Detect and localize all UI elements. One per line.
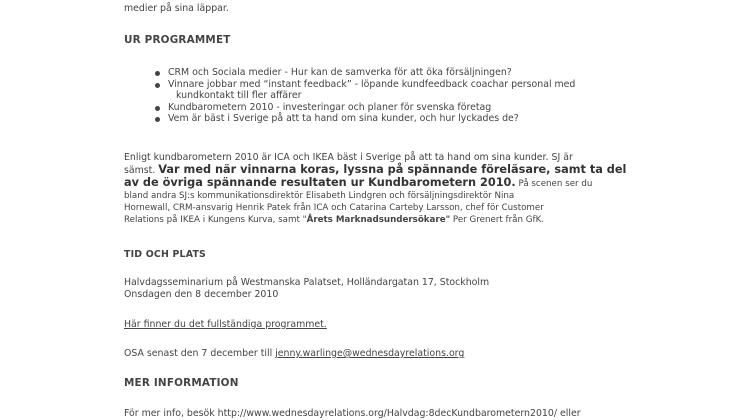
body-line: bland andra SJ:s kommunikationsdirektör Elisabeth Lindgren och försäljningsdirektör Nina (124, 191, 515, 201)
list-item-continuation: kundkontakt till fler affärer (176, 90, 302, 101)
date-text: Onsdagen den 8 december 2010 (124, 289, 279, 300)
body-line (124, 177, 626, 190)
list-item-text: Vem är bäst i Sverige på att ta hand om sina kunder, och hur lyckades de? (168, 113, 519, 124)
body-line: Enligt kundbarometern 2010 är ICA och IKEA bäst i Sverige på att ta hand om sina kunder. SJ är (124, 152, 573, 163)
award-title: Årets Marknadsundersökare" (306, 215, 451, 225)
body-text: På scenen ser du (515, 179, 593, 189)
venue-text: Halvdagsseminarium på Westmanska Palatset, Holländargatan 17, Stockholm (124, 277, 490, 288)
program-list (124, 67, 724, 125)
bullet-icon (155, 106, 160, 111)
body-text: Relations på IKEA i Kungens Kurva, samt " (124, 215, 307, 225)
body-paragraph (124, 152, 626, 226)
body-line: Hornewall, CRM-ansvarig Henrik Patek från ICA och Catarina Carteby Larsson, chef för Customer (124, 203, 544, 213)
program-heading: UR PROGRAMMET (124, 34, 231, 46)
list-item-text: Vinnare jobbar med “instant feedback” - löpande kundfeedback coachar personal med (168, 78, 576, 90)
top-fragment: medier på sina läppar. (124, 3, 229, 14)
body-text: Per Grenert från GfK. (450, 215, 545, 225)
list-item-text: CRM och Sociala medier - Hur kan de samverka för att öka försäljningen? (168, 67, 512, 78)
list-item (124, 79, 724, 102)
time-place-heading: TID OCH PLATS (124, 249, 207, 260)
bullet-icon (155, 83, 160, 88)
bullet-icon (155, 117, 160, 122)
list-item (124, 102, 724, 114)
list-item (124, 67, 724, 79)
list-item-text: Kundbarometern 2010 - investeringar och planer för svenska företag (168, 101, 492, 113)
more-info-heading: MER INFORMATION (124, 377, 239, 389)
email-link[interactable]: jenny.warlinge@wednesdayrelations.org (275, 348, 465, 359)
body-bold-text: av de övriga spännande resultaten ur Kundbarometern 2010. (124, 176, 516, 189)
bullet-icon (155, 71, 160, 76)
body-line (124, 214, 626, 226)
more-info-text: För mer info, besök http://www.wednesdayrelations.org/Halvdag:8decKundbarometern2010/ eller (124, 408, 581, 419)
body-bold-text: Var med när vinnarna koras, lyssna på spännande föreläsare, samt ta del (158, 163, 627, 176)
osa-line (124, 348, 464, 360)
list-item (124, 113, 724, 125)
full-program-link[interactable]: Här finner du det fullständiga programmet. (124, 319, 327, 330)
osa-text: OSA senast den 7 december till (124, 348, 276, 359)
body-text: sämst. (124, 165, 159, 176)
